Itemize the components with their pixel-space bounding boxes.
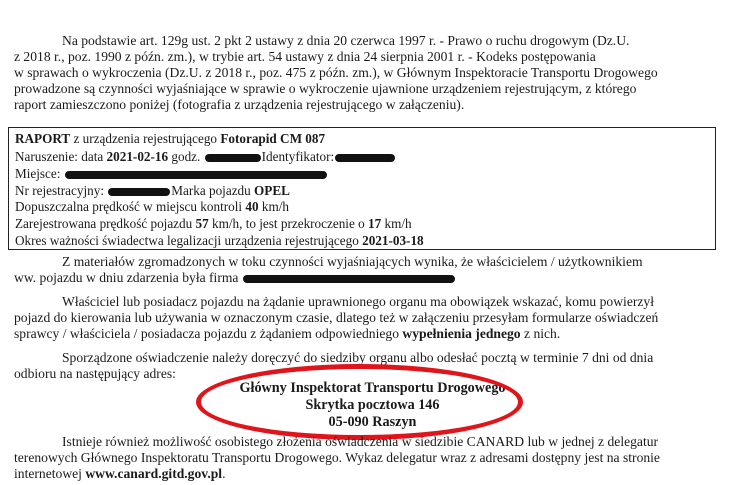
obligation-emphasis: wypełnienia jednego — [402, 326, 521, 341]
report-source-text: z urządzenia rejestrującego — [70, 131, 221, 146]
excess-value: 17 — [368, 216, 382, 231]
submission-line: terenowych Głównego Inspektoratu Transportu Drogowego. Wykaz delegatur wraz z adresami dostępny jest na stronie — [14, 450, 660, 465]
vehicle-make-label: Marka pojazdu — [171, 183, 255, 198]
device-name: Fotorapid CM 087 — [220, 131, 326, 146]
obligation-line: pojazd do kierowania lub używania w oznaczonym czasie, dlatego też w załączeniu przesyłam formularze oświadczeń — [14, 310, 659, 325]
speed-limit-label: Dopuszczalna prędkość w miejscu kontroli — [15, 199, 246, 214]
report-box — [8, 127, 716, 250]
speed-limit-value: 40 — [245, 199, 259, 214]
violation-row — [15, 149, 396, 164]
owner-paragraph — [14, 254, 712, 286]
intro-line: prowadzone są czynności wyjaśniające w sprawie o wykroczenie ujawnione urządzeniem rejestrującym, z którego — [14, 81, 637, 96]
location-label: Miejsce: — [15, 166, 64, 181]
obligation-paragraph — [14, 294, 712, 342]
registration-row — [15, 183, 290, 198]
violation-date-label: Naruszenie: data — [15, 149, 107, 164]
intro-line: w sprawach o wykroczenia (Dz.U. z 2018 r., poz. 475 z późn. zm.), w Głównym Inspektoracie Transportu Drogowego — [14, 65, 658, 80]
certificate-row — [15, 233, 424, 248]
speed-unit: km/h — [258, 199, 289, 214]
recorded-speed-row — [15, 216, 412, 231]
submission-line — [14, 466, 712, 482]
speed-limit-row — [15, 199, 289, 214]
address-line-po-box: Skrytka pocztowa 146 — [305, 397, 440, 413]
time-label: godz. — [168, 149, 204, 164]
address-line-city: 05-090 Raszyn — [328, 414, 417, 430]
redacted-registration — [108, 188, 170, 196]
redacted-time — [205, 154, 261, 162]
intro-line: raport zamieszczono poniżej (fotografia z urządzenia rejestrującego w załączeniu). — [14, 97, 465, 112]
owner-line: Z materiałów zgromadzonych w toku czynności wyjaśniających wynika, że właścicielem / użytkownikiem — [62, 254, 643, 269]
obligation-line: Właściciel lub posiadacz pojazdu na żądanie uprawnionego organu ma obowiązek wskazać, komu powierzył — [62, 294, 654, 309]
personal-submission-paragraph — [14, 434, 712, 482]
redacted-company — [243, 275, 455, 283]
report-label: RAPORT — [15, 131, 71, 146]
address-line-institution: Główny Inspektorat Transportu Drogowego — [239, 380, 506, 396]
obligation-text: sprawcy / właściciela / posiadacza pojazdu z żądaniem odpowiedniego — [14, 326, 403, 341]
website-prefix: internetowej — [14, 466, 86, 481]
speed-unit: km/h — [381, 216, 412, 231]
identifier-label: Identyfikator: — [261, 149, 335, 164]
delivery-line: odbioru na następujący adres: — [14, 366, 176, 381]
recorded-speed-value: 57 — [195, 216, 209, 231]
certificate-validity-date: 2021-03-18 — [362, 233, 424, 248]
website-link[interactable]: www.canard.gitd.gov.pl — [85, 466, 223, 481]
delivery-line: Sporządzone oświadczenie należy doręczyć do siedziby organu albo odesłać pocztą w terminie 7 dni od dnia — [62, 350, 654, 365]
obligation-line — [14, 326, 712, 342]
owner-line — [14, 270, 712, 286]
obligation-text-end: z nich. — [520, 326, 561, 341]
red-highlight-ellipse — [196, 364, 523, 440]
owner-company-label: ww. pojazdu w dniu zdarzenia była firma — [14, 270, 239, 285]
recorded-speed-label: Zarejestrowana prędkość pojazdu — [15, 216, 196, 231]
intro-line: Na podstawie art. 129g ust. 2 pkt 2 ustawy z dnia 20 czerwca 1997 r. - Prawo o ruchu drogowym (Dz.U. — [62, 33, 630, 48]
submission-line: Istnieje również możliwość osobistego złożenia oświadczenia w siedzibie CANARD lub w jednej z delegatur — [62, 434, 659, 449]
report-header-row — [15, 131, 325, 146]
vehicle-make: OPEL — [254, 183, 290, 198]
registration-label: Nr rejestracyjny: — [15, 183, 108, 198]
violation-date: 2021-02-16 — [106, 149, 169, 164]
excess-label: km/h, to jest przekroczenie o — [208, 216, 369, 231]
location-row — [15, 166, 328, 181]
intro-paragraph — [14, 33, 712, 113]
intro-line: z 2018 r., poz. 1990 z późn. zm.), w trybie art. 54 ustawy z dnia 24 sierpnia 2001 r. - Kodeks postępowania — [14, 49, 596, 64]
certificate-validity-label: Okres ważności świadectwa legalizacji urządzenia rejestrującego — [15, 233, 363, 248]
website-suffix: . — [222, 466, 226, 481]
redacted-identifier — [335, 154, 395, 162]
redacted-location — [65, 171, 327, 179]
